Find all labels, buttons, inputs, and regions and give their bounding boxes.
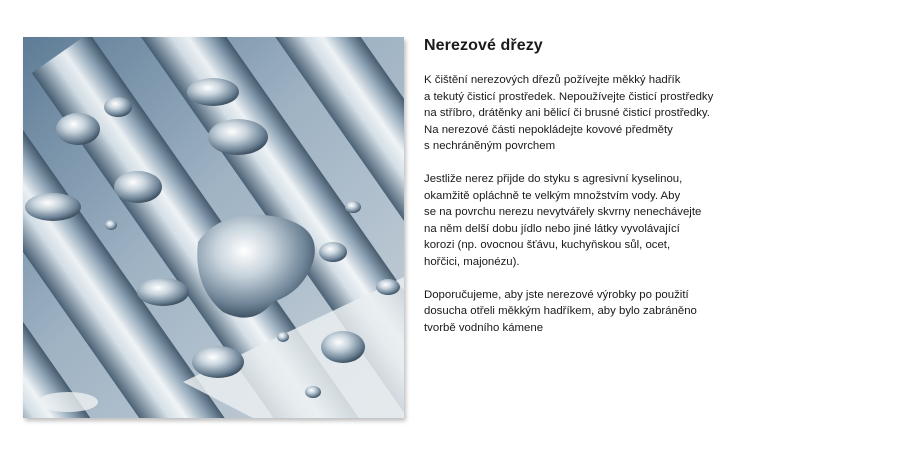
paragraph-cleaning bbox=[424, 72, 864, 155]
text-line: na něm delší dobu jídlo nebo jiné látky vyvolávající bbox=[424, 222, 680, 235]
stainless-sink-water-drops-photo bbox=[23, 37, 404, 418]
text-line: dosucha otřeli měkkým hadříkem, aby bylo zabráněno bbox=[424, 305, 697, 318]
text-line: K čištění nerezových dřezů požívejte měkký hadřík bbox=[424, 74, 681, 86]
text-line: na stříbro, drátěnky ani bělicí či brusné čisticí prostředky. bbox=[424, 107, 710, 120]
text-line: Na nerezové části nepokládejte kovové předměty bbox=[424, 123, 673, 136]
text-line: tvorbě vodního kámene bbox=[424, 321, 544, 334]
text-line: korozi (np. ovocnou šťávu, kuchyňskou sůl, ocet, bbox=[424, 239, 671, 252]
text-line: Doporučujeme, aby jste nerezové výrobky po použití bbox=[424, 288, 689, 301]
text-line: s nechráněným povrchem bbox=[424, 140, 556, 153]
article-text bbox=[424, 36, 864, 352]
text-line: se na povrchu nerezu nevytvářely skvrny nenechávejte bbox=[424, 206, 702, 219]
paragraph-acid bbox=[424, 171, 864, 271]
text-line: hořčici, majonézu). bbox=[424, 255, 520, 268]
text-line: okamžitě opláchně te velkým množstvím vody. Aby bbox=[424, 189, 681, 202]
paragraph-recommendation bbox=[424, 287, 864, 337]
text-line: a tekutý čisticí prostředek. Nepoužívejte čisticí prostředky bbox=[424, 90, 714, 103]
page-title: Nerezové dřezy bbox=[424, 37, 543, 54]
text-line: Jestliže nerez přijde do styku s agresivní kyselinou, bbox=[424, 172, 683, 185]
